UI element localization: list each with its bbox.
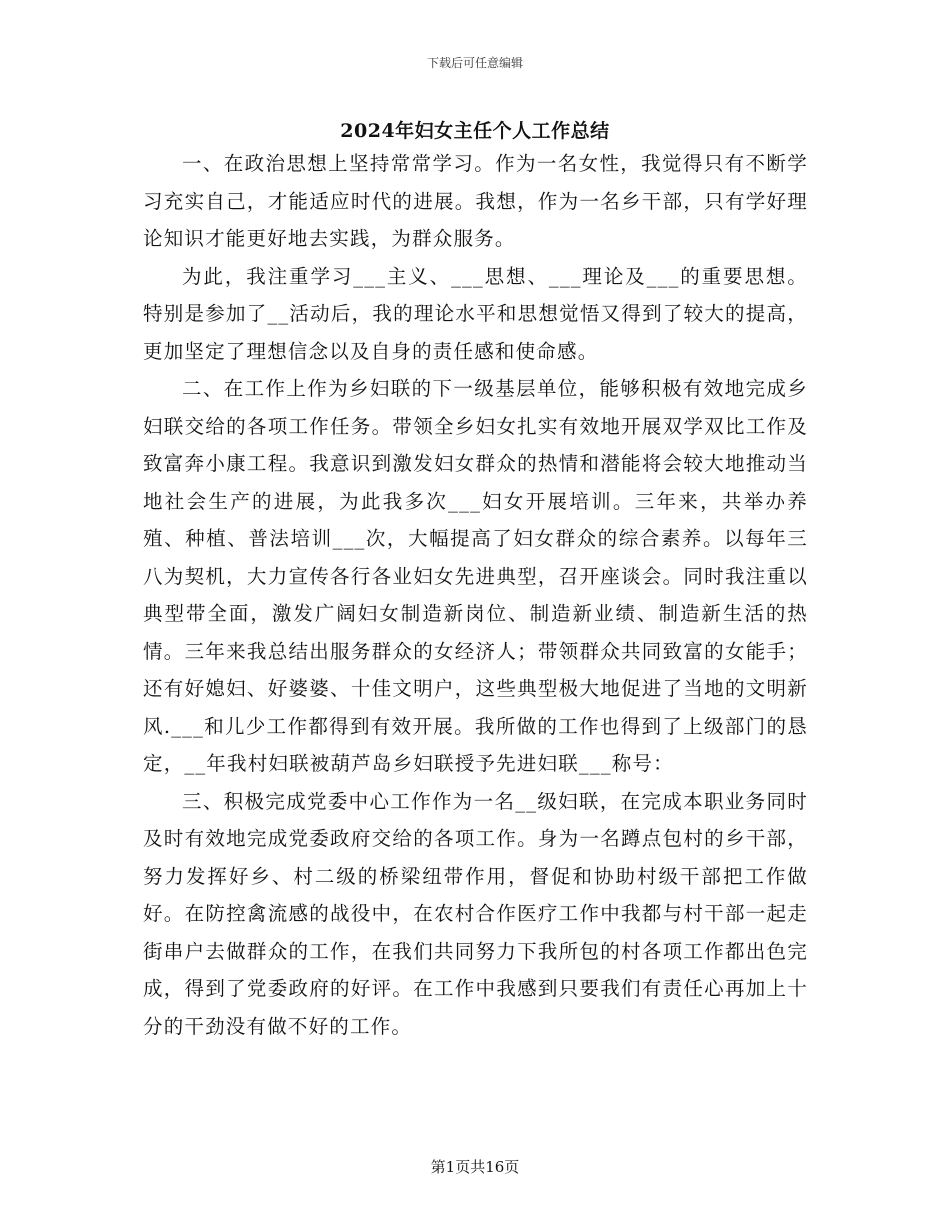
paragraph-party-center-work: 三、积极完成党委中心工作作为一名__级妇联，在完成本职业务同时及时有效地完成党委政府交给的各项工作。身为一名蹲点包村的乡干部，努力发挥好乡、村二级的桥梁纽带作用，督促和协助村级干部把工作做好。在防控禽流感的战役中，在农村合作医疗工作中我都与村干部一起走街串户去做群众的工作，在我们共同努力下我所包的村各项工作都出色完成，得到了党委政府的好评。在工作中我感到只要我们有责任心再加上十分的干劲没有做不好的工作。 <box>143 789 808 1038</box>
page-number: 第1页共16页 <box>430 1158 520 1176</box>
header-note: 下载后可任意编辑 <box>426 56 523 70</box>
paragraph-theory-learning: 为此，我注重学习___主义、___思想、___理论及___的重要思想。特别是参加了__活动后，我的理论水平和思想觉悟又得到了较大的提高，更加坚定了理想信念以及自身的责任感和使命感。 <box>143 264 808 363</box>
paragraph-political-study: 一、在政治思想上坚持常常学习。作为一名女性，我觉得只有不断学习充实自己，才能适应时代的进展。我想，作为一名乡干部，只有学好理论知识才能更好地去实践，为群众服务。 <box>143 152 808 250</box>
document-title: 2024年妇女主任个人工作总结 <box>340 120 610 142</box>
paragraph-work-tasks: 二、在工作上作为乡妇联的下一级基层单位，能够积极有效地完成乡妇联交给的各项工作任务。带领全乡妇女扎实有效地开展双学双比工作及致富奔小康工程。我意识到激发妇女群众的热情和潜能将会较大地推动当地社会生产的进展，为此我多次___妇女开展培训。三年来，共举办养殖、种植、普法培训___次，大幅提高了妇女群众的综合素养。以每年三八为契机，大力宣传各行各业妇女先进典型，召开座谈会。同时我注重以典型带全面，激发广阔妇女制造新岗位、制造新业绩、制造新生活的热情。三年来我总结出服务群众的女经济人；带领群众共同致富的女能手；还有好媳妇、好婆婆、十佳文明户，这些典型极大地促进了当地的文明新风.___和儿少工作都得到有效开展。我所做的工作也得到了上级部门的恳定，__年我村妇联被葫芦岛乡妇联授予先进妇联___称号： <box>143 377 808 775</box>
document-body <box>143 145 808 1045</box>
